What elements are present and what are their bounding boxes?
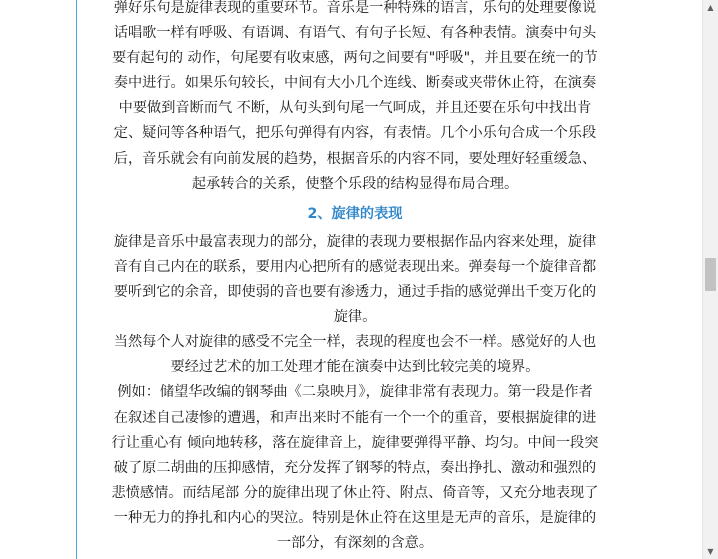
text-line: 例如：储望华改编的钢琴曲《二泉映月》，旋律非常有表现力。第一段是作者: [117, 384, 593, 401]
text-line: 奏中进行。如果乐句较长，中间有大小几个连线、断奏或夹带休止符，在演奏: [113, 75, 597, 92]
left-border-rule: [76, 0, 77, 559]
paragraph-example: [85, 380, 625, 556]
text-line: 在叙述自己凄惨的遭遇，和声出来时不能有一个一个的重音，要根据旋律的进: [113, 409, 597, 426]
paragraph-phrase-handling: [85, 0, 625, 197]
text-line: 一部分，有深刻的含意。: [276, 534, 434, 551]
text-line: 中要做到音断而气 不断，从句头到句尾一气呵成，并且还要在乐句中找出肯: [118, 100, 592, 117]
text-line: 要经过艺术的加工处理才能在演奏中达到比较完美的境界。: [170, 359, 540, 376]
text-line: 话唱歌一样有呼吸、有语调、有语气、有句子长短、有各种表情。演奏中句头: [113, 25, 597, 42]
paragraph-feeling: [85, 330, 625, 380]
text-line: 旋律是音乐中最富表现力的部分，旋律的表现力要根据作品内容来处理，旋律: [113, 233, 597, 250]
text-line: 行让重心有 倾向地转移，落在旋律音上，旋律要弹得平静、均匀。中间一段突: [111, 434, 599, 451]
text-line: 悲愤感情。而结尾部 分的旋律出现了休止符、附点、倚音等，又充分地表现了: [111, 484, 599, 501]
section-heading: 2、旋律的表现: [307, 205, 403, 222]
paragraph-melody: [85, 230, 625, 330]
scroll-up-arrow-icon[interactable]: ▲: [707, 3, 714, 12]
text-line: 音有自己内在的联系，要用内心把所有的感觉表现出来。弹奏每一个旋律音都: [113, 258, 597, 275]
text-line: 要有起句的 动作，句尾要有收束感，两句之间要有"呼吸"，并且要在统一的节: [112, 50, 598, 67]
text-line: 后，音乐就会有向前发展的趋势，根据音乐的内容不同，要处理好轻重缓急、: [113, 150, 597, 167]
text-line: 破了原二胡曲的压抑感情，充分发挥了钢琴的特点，奏出挣扎、激动和强烈的: [113, 459, 597, 476]
text-line: 旋律。: [333, 309, 377, 326]
scroll-down-arrow-icon[interactable]: ▼: [707, 547, 714, 556]
text-line: 当然每个人对旋律的感受不完全一样，表现的程度也会不一样。感觉好的人也: [113, 334, 597, 351]
article-body: [85, 0, 625, 556]
text-line: 要听到它的余音，即使弱的音也要有渗透力，通过手指的感觉弹出千变万化的: [113, 284, 597, 301]
scrollbar-thumb[interactable]: [705, 258, 716, 291]
text-line: 弹好乐句是旋律表现的重要环节。音乐是一种特殊的语言，乐句的处理要像说: [113, 0, 597, 16]
text-line: 定、疑问等各种语气，把乐句弹得有内容，有表情。几个小乐句合成一个乐段: [113, 125, 597, 142]
vertical-scrollbar[interactable]: [702, 0, 718, 559]
text-line: 起承转合的关系，使整个乐段的结构显得布局合理。: [191, 175, 519, 192]
text-line: 一种无力的挣扎和内心的哭泣。特别是休止符在这里是无声的音乐，是旋律的: [113, 509, 597, 526]
